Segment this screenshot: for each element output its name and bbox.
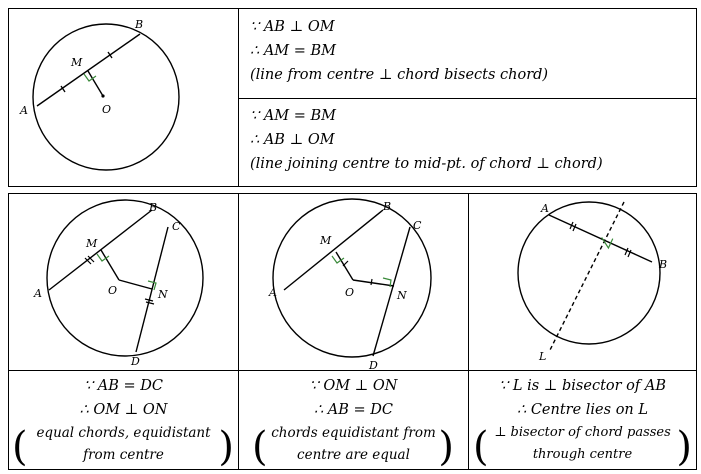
panel-1-line-2: ∴ OM ⊥ ON [79, 402, 168, 418]
statement-1-text [250, 15, 548, 87]
panel-1-line-1: ∵ AB = DC [83, 378, 164, 394]
statement-2-line-2: ∴ AB ⊥ OM [250, 132, 335, 148]
label-d: D [131, 355, 140, 368]
label-n: N [158, 288, 168, 301]
panel-2-line-4: centre are equal [297, 447, 410, 463]
label-m: M [71, 56, 83, 69]
panel-3-figure-box [468, 193, 697, 371]
panel-1-statement-box [8, 370, 239, 470]
statement-2-line-3: (line joining centre to mid-pt. of chord ⊥ chord) [250, 156, 603, 172]
statement-1-line-2: ∴ AM = BM [250, 43, 337, 59]
panel-2-line-1: ∵ OM ⊥ ON [309, 378, 398, 394]
statement-2-line-1: ∵ AM = BM [250, 108, 337, 124]
label-b: B [149, 201, 158, 214]
circle [33, 24, 179, 170]
diagram-equidistant-chords [239, 194, 468, 370]
left-paren: ( [473, 424, 489, 470]
label-n: N [397, 289, 407, 302]
panel-1-text [9, 374, 238, 470]
panel-2-statement-box [238, 370, 469, 470]
right-paren: ) [438, 424, 454, 470]
left-paren: ( [12, 424, 28, 470]
tick-mark [108, 52, 112, 58]
label-b: B [383, 200, 392, 213]
panel-1-figure-box [8, 193, 239, 371]
panel-3-line-2: ∴ Centre lies on L [516, 402, 648, 418]
statement-1-line-1: ∵ AB ⊥ OM [250, 19, 335, 35]
statement-box-1 [238, 8, 697, 99]
segment-on [353, 280, 394, 286]
panel-2-line-3: chords equidistant from [271, 425, 436, 441]
panel-1-line-3: equal chords, equidistant [36, 425, 211, 441]
label-o: O [345, 286, 355, 299]
label-a: A [269, 286, 277, 299]
label-o: O [108, 284, 118, 297]
panel-2-figure-box [238, 193, 469, 371]
panel-3-text [469, 374, 696, 470]
right-paren: ) [218, 424, 234, 470]
chord-ab [49, 210, 152, 290]
segment-om [88, 71, 103, 96]
panel-3-line-3: ⊥ bisector of chord passes [494, 425, 671, 440]
statement-box-2 [238, 98, 697, 187]
panel-2-line-2: ∴ AB = DC [313, 402, 394, 418]
chord-ab [37, 34, 140, 106]
label-m: M [320, 234, 332, 247]
line-l [549, 202, 624, 352]
segment-om [101, 250, 119, 280]
statement-1-line-3: (line from centre ⊥ chord bisects chord) [250, 67, 549, 83]
top-figure-box [8, 8, 239, 187]
right-paren: ) [676, 424, 692, 470]
label-o: O [102, 103, 112, 116]
segment-om [336, 252, 353, 280]
tick-mark [371, 279, 372, 285]
panel-2-text [239, 374, 468, 470]
label-c: C [413, 219, 422, 232]
panel-3-statement-box [468, 370, 697, 470]
label-c: C [172, 220, 181, 233]
label-a: A [34, 287, 42, 300]
tick-mark [146, 302, 154, 304]
label-l: L [539, 350, 547, 363]
label-a: A [20, 104, 28, 117]
label-a: A [541, 202, 549, 215]
label-b: B [135, 18, 144, 31]
centre-point [101, 94, 104, 97]
segment-on [119, 280, 152, 289]
panel-1-line-4: from centre [83, 447, 164, 463]
panel-3-line-1: ∵ L is ⊥ bisector of AB [499, 378, 666, 394]
label-m: M [86, 237, 98, 250]
statement-2-text [250, 104, 603, 176]
panel-3-line-4: through centre [532, 447, 633, 462]
diagram-chord-bisect [9, 9, 238, 186]
left-paren: ( [252, 424, 268, 470]
label-b: B [659, 258, 668, 271]
chord-ab [284, 210, 383, 290]
diagram-perpendicular-bisector [469, 194, 696, 370]
diagram-equal-chords [9, 194, 238, 370]
chord-ab [549, 215, 652, 262]
label-d: D [369, 359, 378, 370]
